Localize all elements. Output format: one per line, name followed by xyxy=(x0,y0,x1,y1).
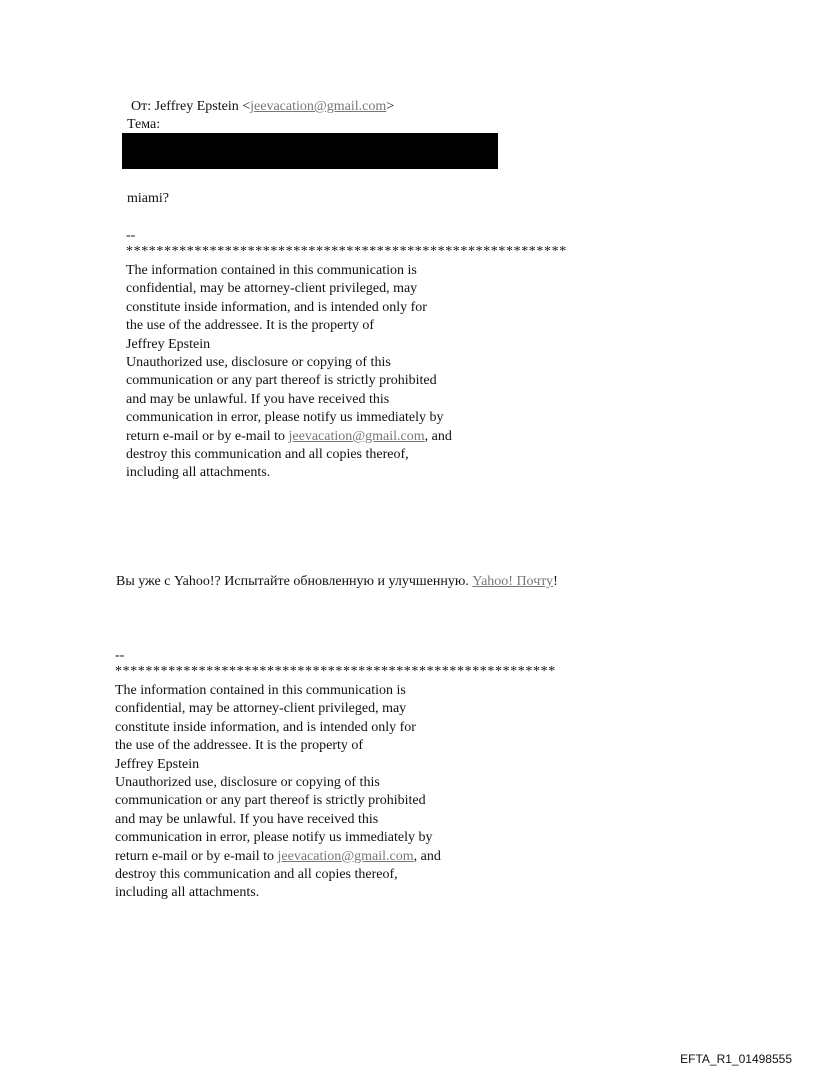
subject-label: Тема: xyxy=(127,117,161,132)
notice-line: and may be unlawful. If you have received this xyxy=(115,811,379,827)
notice-line: communication or any part thereof is strictly prohibited xyxy=(115,793,426,809)
notice-line: The information contained in this communication is xyxy=(115,683,406,698)
notice-line: Unauthorized use, disclosure or copying of this xyxy=(126,355,391,371)
yahoo-promo-text: Вы уже с Yahoo!? Испытайте обновленную и улучшенную. xyxy=(116,574,473,589)
notice-line: constitute inside information, and is intended only for xyxy=(115,719,416,735)
notice-line: destroy this communication and all copies thereof, xyxy=(115,867,398,883)
from-email-link[interactable]: jeevacation@gmail.com xyxy=(250,99,387,114)
notice-line: Jeffrey Epstein xyxy=(115,756,200,772)
signature-dashes: -- xyxy=(126,228,136,243)
confidentiality-notice xyxy=(115,682,441,903)
confidentiality-notice xyxy=(126,262,452,483)
notice-line: including all attachments. xyxy=(126,465,271,481)
notice-line: confidential, may be attorney-client privileged, may xyxy=(126,281,418,297)
notice-line-return xyxy=(126,428,452,446)
notice-line: the use of the addressee. It is the property of xyxy=(115,738,364,754)
from-name: Jeffrey Epstein xyxy=(154,99,239,114)
return-prefix: return e-mail or by e-mail to xyxy=(126,428,289,444)
notice-line: confidential, may be attorney-client privileged, may xyxy=(115,701,407,717)
notice-line: communication in error, please notify us immediately by xyxy=(126,410,444,426)
notice-line: Unauthorized use, disclosure or copying of this xyxy=(115,775,380,791)
return-prefix: return e-mail or by e-mail to xyxy=(115,848,278,864)
notice-line: communication or any part thereof is strictly prohibited xyxy=(126,373,437,389)
return-email-link[interactable]: jeevacation@gmail.com xyxy=(288,428,425,444)
notice-line: the use of the addressee. It is the property of xyxy=(126,318,375,334)
return-email-link[interactable]: jeevacation@gmail.com xyxy=(277,848,414,864)
notice-line: constitute inside information, and is intended only for xyxy=(126,299,427,315)
signature-stars: ********************************************************** xyxy=(126,244,567,259)
notice-line: The information contained in this communication is xyxy=(126,263,417,278)
document-id: EFTA_R1_01498555 xyxy=(680,1052,792,1066)
message-body: miami? xyxy=(127,191,169,206)
return-suffix: , and xyxy=(424,428,452,444)
notice-line: communication in error, please notify us immediately by xyxy=(115,830,433,846)
yahoo-mail-link[interactable]: Yahoo! Почту xyxy=(472,574,554,589)
return-suffix: , and xyxy=(413,848,441,864)
notice-line: Jeffrey Epstein xyxy=(126,336,211,352)
yahoo-promo xyxy=(116,573,558,591)
notice-line: and may be unlawful. If you have received this xyxy=(126,391,390,407)
from-line: От: Jeffrey Epstein <jeevacation@gmail.com> xyxy=(131,99,395,114)
from-label: От: xyxy=(131,99,152,114)
notice-line-return xyxy=(115,848,441,866)
signature-dashes: -- xyxy=(115,648,125,663)
notice-line: destroy this communication and all copies thereof, xyxy=(126,447,409,463)
notice-line: including all attachments. xyxy=(115,885,260,901)
redaction-block xyxy=(122,133,498,169)
yahoo-promo-suffix: ! xyxy=(553,574,558,589)
signature-stars: ********************************************************** xyxy=(115,664,556,679)
